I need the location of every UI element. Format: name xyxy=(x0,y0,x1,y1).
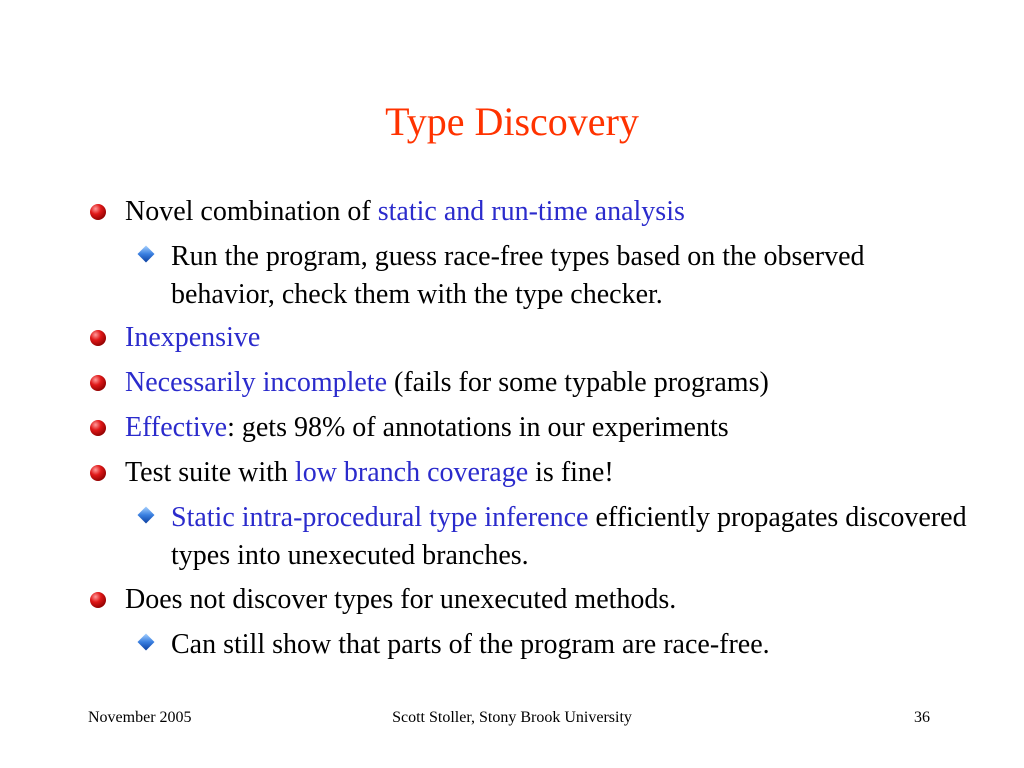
bullet-highlight: Inexpensive xyxy=(125,322,261,353)
sub-bullet-item xyxy=(171,238,971,314)
sub-bullet-text: efficiently propagates discovered types into unexecuted branches. xyxy=(171,502,967,571)
bullet-text: (fails for some typable programs) xyxy=(387,367,769,398)
red-ball-bullet-icon xyxy=(90,420,106,436)
bullet-item xyxy=(125,581,985,619)
bullet-text: Test suite with xyxy=(125,457,295,488)
sub-bullet-text: Can still show that parts of the program are race-free. xyxy=(171,629,770,660)
red-ball-bullet-icon xyxy=(90,375,106,391)
footer-date: November 2005 xyxy=(88,709,192,726)
red-ball-bullet-icon xyxy=(90,465,106,481)
blue-diamond-bullet-icon xyxy=(138,634,155,651)
red-ball-bullet-icon xyxy=(90,204,106,220)
red-ball-bullet-icon xyxy=(90,592,106,608)
bullet-item xyxy=(125,409,985,447)
bullet-item xyxy=(125,193,985,231)
bullet-highlight: low branch coverage xyxy=(294,457,529,488)
sub-bullet-highlight: Static intra-procedural type inference xyxy=(171,502,589,533)
bullet-item xyxy=(125,454,985,492)
bullet-text: is fine! xyxy=(528,457,614,488)
bullet-highlight: Necessarily incomplete xyxy=(125,367,388,398)
bullet-item xyxy=(125,319,985,357)
sub-bullet-text: Run the program, guess race-free types based on the observed behavior, check them with the type checker. xyxy=(171,241,865,310)
bullet-text: Does not discover types for unexecuted methods. xyxy=(125,584,677,615)
sub-bullet-item xyxy=(171,626,971,664)
bullet-highlight: static and run-time analysis xyxy=(377,196,685,227)
bullet-text: Novel combination of xyxy=(125,196,378,227)
footer-page-number: 36 xyxy=(914,709,930,726)
bullet-highlight: Effective xyxy=(125,412,228,443)
bullet-text: : gets 98% of annotations in our experiments xyxy=(227,412,729,443)
footer-author: Scott Stoller, Stony Brook University xyxy=(392,709,632,726)
sub-bullet-item xyxy=(171,499,971,575)
blue-diamond-bullet-icon xyxy=(138,246,155,263)
blue-diamond-bullet-icon xyxy=(138,507,155,524)
slide-title: Type Discovery xyxy=(385,99,639,144)
red-ball-bullet-icon xyxy=(90,330,106,346)
bullet-item xyxy=(125,364,985,402)
